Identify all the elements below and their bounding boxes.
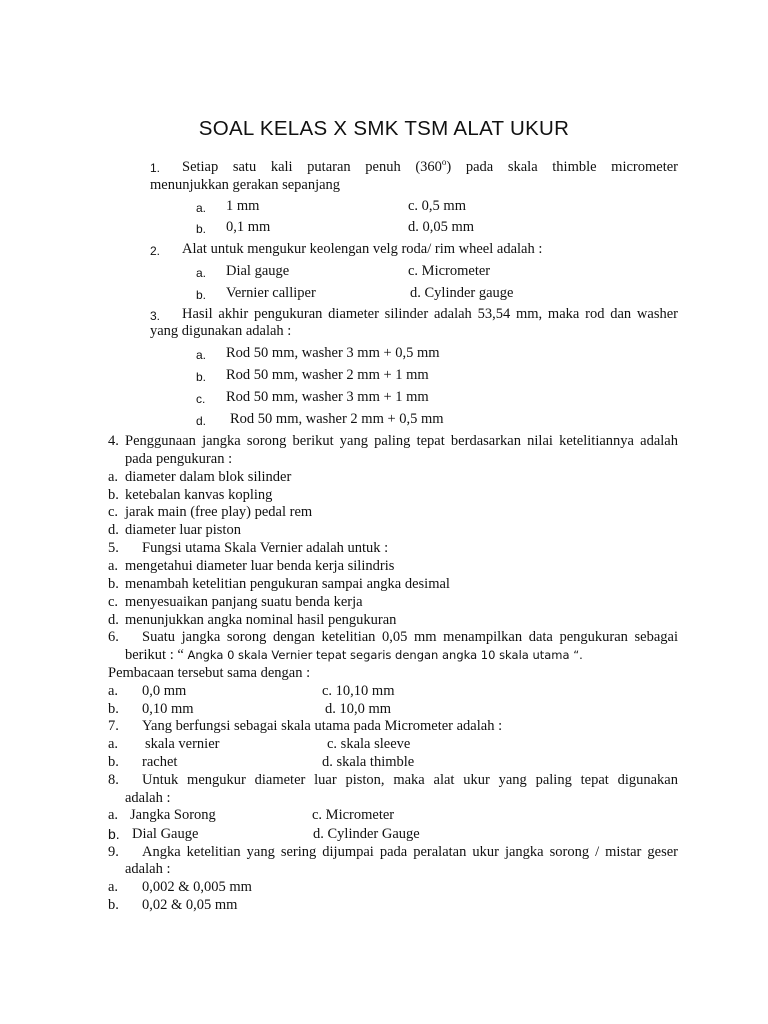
- option-text: skala vernier: [145, 736, 220, 752]
- option-text: 0,0 mm: [142, 683, 187, 699]
- option-letter: d.: [108, 612, 119, 628]
- option-text: ketebalan kanvas kopling: [125, 487, 273, 503]
- option-text: c. 0,5 mm: [408, 198, 466, 214]
- option-letter: c.: [196, 392, 206, 406]
- option-letter: d.: [196, 414, 207, 428]
- option-letter: a.: [196, 201, 207, 215]
- option-letter: a.: [108, 558, 119, 574]
- question-text-line: berikut : “ Angka 0 skala Vernier tepat segaris dengan angka 10 skala utama “.: [125, 647, 583, 663]
- option-text: c. Micrometer: [408, 263, 491, 279]
- option-text: 0,10 mm: [142, 701, 194, 717]
- question-text-line: 4. Penggunaan jangka sorong berikut yang paling tepat berdasarkan nilai ketelitiannya adalah: [108, 433, 678, 449]
- question-number: 7.: [108, 718, 119, 734]
- option-letter: a.: [196, 266, 207, 280]
- option-letter: b.: [108, 826, 120, 842]
- question-number: 6.: [108, 629, 119, 645]
- option-letter: a.: [108, 879, 119, 895]
- option-text: Rod 50 mm, washer 3 mm + 0,5 mm: [226, 345, 440, 361]
- option-text: d. Cylinder Gauge: [313, 826, 420, 842]
- option-text: 0,1 mm: [226, 219, 271, 235]
- option-text: c. 10,10 mm: [322, 683, 395, 699]
- option-letter: b.: [108, 487, 119, 503]
- option-letter: b.: [196, 370, 207, 384]
- option-text: rachet: [142, 754, 178, 770]
- option-text: Dial Gauge: [132, 826, 199, 842]
- option-text: Rod 50 mm, washer 2 mm + 0,5 mm: [230, 411, 444, 427]
- option-letter: b.: [108, 576, 119, 592]
- option-letter: d.: [108, 522, 119, 538]
- question-text-line: Suatu jangka sorong dengan ketelitian 0,05 mm menampilkan data pengukuran sebagai: [142, 629, 678, 645]
- option-letter: b.: [108, 754, 119, 770]
- question-text-line: Hasil akhir pengukuran diameter silinder adalah 53,54 mm, maka rod dan washer: [182, 306, 678, 322]
- question-text-line: Untuk mengukur diameter luar piston, maka alat ukur yang paling tepat digunakan: [142, 772, 678, 788]
- option-text: Rod 50 mm, washer 3 mm + 1 mm: [226, 389, 429, 405]
- option-text: mengetahui diameter luar benda kerja silindris: [125, 558, 395, 574]
- question-text-line: menunjukkan gerakan sepanjang: [150, 177, 341, 193]
- option-text: Rod 50 mm, washer 2 mm + 1 mm: [226, 367, 429, 383]
- option-text: Vernier calliper: [226, 285, 316, 301]
- option-letter: a.: [108, 736, 119, 752]
- question-text-line: Angka ketelitian yang sering dijumpai pada peralatan ukur jangka sorong / mistar geser: [142, 844, 678, 860]
- option-letter: b.: [108, 701, 119, 717]
- option-text: Dial gauge: [226, 263, 290, 279]
- question-text-line: Pembacaan tersebut sama dengan :: [108, 665, 311, 681]
- option-letter: b.: [108, 897, 119, 913]
- option-text: menambah ketelitian pengukuran sampai angka desimal: [125, 576, 450, 592]
- question-text-line: adalah :: [125, 790, 171, 806]
- option-text: d. 10,0 mm: [325, 701, 392, 717]
- option-text: diameter luar piston: [125, 522, 241, 538]
- question-text-line: Fungsi utama Skala Vernier adalah untuk :: [142, 540, 389, 556]
- question-number: 1.: [150, 161, 161, 175]
- option-text: menunjukkan angka nominal hasil pengukuran: [125, 612, 397, 628]
- option-text: c. Micrometer: [312, 807, 395, 823]
- option-letter: b.: [196, 288, 207, 302]
- question-number: 5.: [108, 540, 119, 556]
- question-text-line: adalah :: [125, 861, 171, 877]
- option-text: menyesuaikan panjang suatu benda kerja: [125, 594, 363, 610]
- option-text: d. skala thimble: [322, 754, 415, 770]
- question-number: 3.: [150, 309, 161, 323]
- page-title: SOAL KELAS X SMK TSM ALAT UKUR: [198, 117, 570, 140]
- option-text: d. Cylinder gauge: [410, 285, 514, 301]
- option-letter: a.: [108, 807, 119, 823]
- question-text-line: Alat untuk mengukur keolengan velg roda/ rim wheel adalah :: [182, 241, 543, 257]
- question-text-line: Setiap satu kali putaran penuh (360$^o$) pada skala thimble micrometer: [182, 157, 679, 175]
- question-number: 9.: [108, 844, 119, 860]
- option-letter: c.: [108, 504, 119, 520]
- option-text: c. skala sleeve: [327, 736, 411, 752]
- option-letter: c.: [108, 594, 119, 610]
- option-letter: b.: [196, 222, 207, 236]
- option-text: 0,02 & 0,05 mm: [142, 897, 238, 913]
- question-text-line: yang digunakan adalah :: [150, 323, 292, 339]
- question-number: 2.: [150, 244, 161, 258]
- option-letter: a.: [108, 469, 119, 485]
- question-number: 8.: [108, 772, 119, 788]
- option-text: diameter dalam blok silinder: [125, 469, 292, 485]
- option-letter: a.: [108, 683, 119, 699]
- option-text: Jangka Sorong: [130, 807, 216, 823]
- option-letter: a.: [196, 348, 207, 362]
- option-text: 1 mm: [226, 198, 260, 214]
- option-text: 0,002 & 0,005 mm: [142, 879, 252, 895]
- option-text: jarak main (free play) pedal rem: [125, 504, 313, 520]
- option-text: d. 0,05 mm: [408, 219, 475, 235]
- question-text-line: pada pengukuran :: [125, 451, 233, 467]
- question-text-line: Yang berfungsi sebagai skala utama pada Micrometer adalah :: [142, 718, 503, 734]
